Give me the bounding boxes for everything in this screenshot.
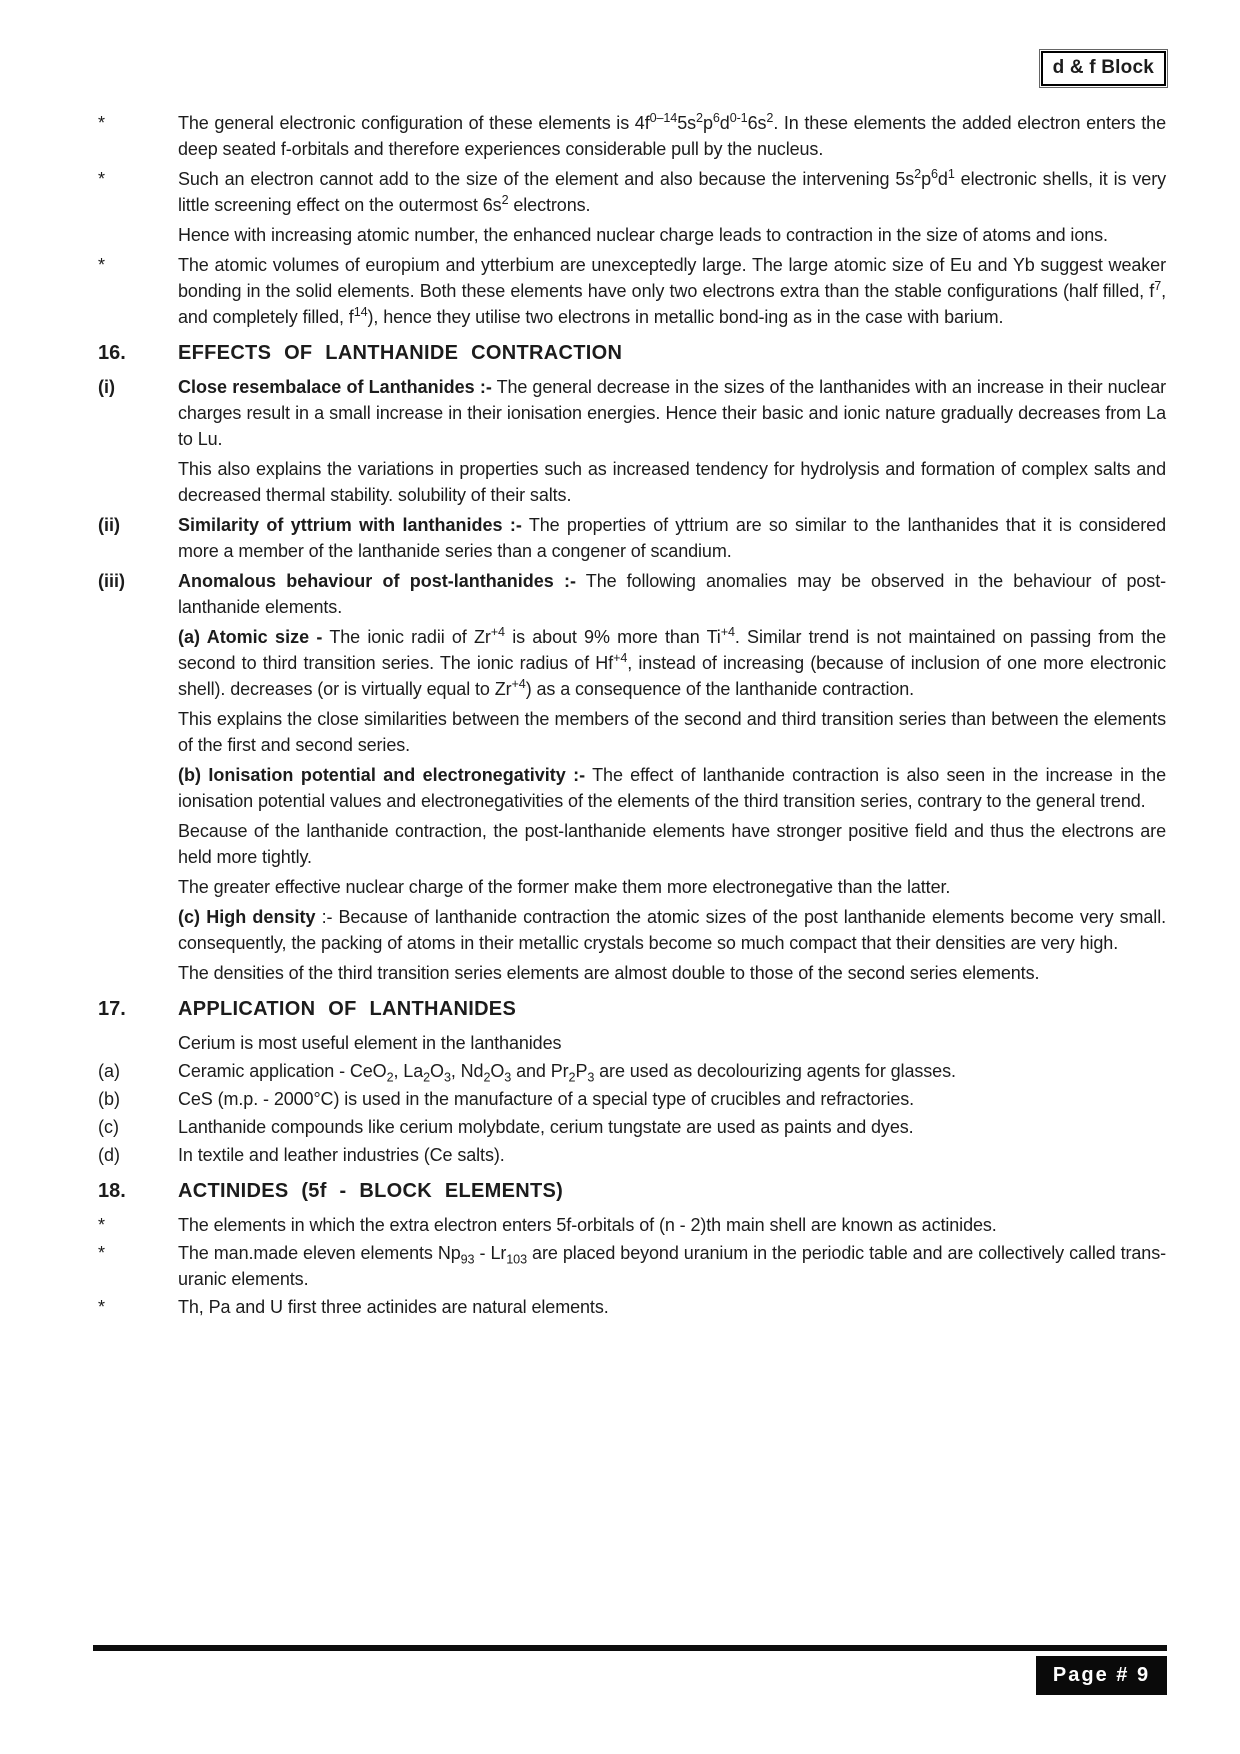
item-marker [98, 960, 178, 986]
item-marker: (b) [98, 1089, 120, 1109]
item-text: The densities of the third transition series elements are almost double to those of the second series elements. [178, 963, 1040, 983]
content-row [98, 818, 1166, 870]
item-marker: * [98, 1297, 106, 1317]
content-row [98, 995, 1166, 1023]
item-text: ACTINIDES (5f - BLOCK ELEMENTS) [178, 1180, 564, 1202]
item-marker: 18. [98, 1180, 126, 1202]
content-row [98, 568, 1166, 620]
content-row [98, 1086, 1166, 1112]
content-row [98, 624, 1166, 702]
item-text: Cerium is most useful element in the lanthanides [178, 1033, 562, 1053]
content-row [98, 904, 1166, 956]
item-marker: * [98, 1215, 106, 1235]
item-text: The atomic volumes of europium and ytterbium are unexceptedly large. The large atomic size of Eu and Yb suggest weaker bonding in the solid elements. Both these elements have only two electrons extra than the stable configurations (half filled, $f^7$, and completely filled, $f^{14}$), hence they utilise two electrons in metallic bond-ing as in the case with barium. [178, 255, 1166, 327]
item-text: CeS (m.p. - 2000°C) is used in the manufacture of a special type of crucibles and refractories. [178, 1089, 915, 1109]
header-badge [1041, 51, 1166, 86]
content-row [98, 110, 1166, 162]
item-text: This explains the close similarities between the members of the second and third transition series than between the elements of the first and second series. [178, 709, 1166, 755]
page-number-label: Page # 9 [1052, 1664, 1151, 1686]
content-row [98, 1058, 1166, 1084]
item-marker: 17. [98, 998, 126, 1020]
footer-rule [93, 1645, 1167, 1651]
header-badge-label: d & f Block [1052, 57, 1154, 78]
content-row [98, 706, 1166, 758]
item-marker: * [98, 1243, 106, 1263]
item-text: Th, Pa and U first three actinides are natural elements. [178, 1297, 609, 1317]
item-marker: * [98, 113, 106, 133]
item-text: (b) Ionisation potential and electronegativity :- The effect of lanthanide contraction is also seen in the increase in the ionisation potential values and electronegativities of the elements of the third transition series, contrary to the general trend. [178, 765, 1166, 811]
item-text: EFFECTS OF LANTHANIDE CONTRACTION [178, 342, 623, 364]
item-marker [98, 1030, 178, 1056]
item-text: Hence with increasing atomic number, the enhanced nuclear charge leads to contraction in the size of atoms and ions. [178, 225, 1108, 245]
item-text: (a) Atomic size - The ionic radii of $Zr^{+4}$ is about 9% more than $Ti^{+4}$. Similar trend is not maintained on passing from the second to third transition series. The ionic radius of $Hf^{+4}$, instead of increasing (because of inclusion of one more electronic shell). decreases (or is virtually equal to $Zr^{+4}$) as a consequence of the lanthanide contraction. [178, 625, 1167, 699]
item-marker: * [98, 255, 106, 275]
content-row [98, 1294, 1166, 1320]
content-row [98, 762, 1166, 814]
content-row [98, 456, 1166, 508]
content-row [98, 1030, 1166, 1056]
item-marker [98, 904, 178, 956]
item-marker: 16. [98, 342, 126, 364]
item-marker [98, 762, 178, 814]
item-text: Such an electron cannot add to the size of the element and also because the intervening $5s^2p^6d^1$ electronic shells, it is very little screening effect on the outermost $6s^2$ electrons. [178, 167, 1166, 215]
item-marker: * [98, 169, 106, 189]
item-text: Similarity of yttrium with lanthanides :- The properties of yttrium are so similar to the lanthanides that it is considered more a member of the lanthanide series than a congener of scandium. [178, 515, 1166, 561]
item-marker: (d) [98, 1145, 120, 1165]
content-row [98, 1114, 1166, 1140]
content-row [98, 1212, 1166, 1238]
content-row [98, 1240, 1166, 1292]
item-marker [98, 456, 178, 508]
item-text: The elements in which the extra electron enters 5f-orbitals of (n - 2)th main shell are known as actinides. [178, 1215, 997, 1235]
content-row [98, 874, 1166, 900]
item-text: (c) High density :- Because of lanthanide contraction the atomic sizes of the post lanthanide elements become very small. consequently, the packing of atoms in their metallic crystals become so much compact that their densities are very high. [178, 907, 1166, 953]
item-text: Ceramic application - CeO$_2$, $La_2O_3$, $Nd_2O_3$ and $Pr_2P_3$ are used as decolourizing agents for glasses. [178, 1061, 956, 1085]
item-text: Close resembalace of Lanthanides :- The general decrease in the sizes of the lanthanides with an increase in their nuclear charges result in a small increase in their ionisation energies. Hence their basic and ionic nature gradually decreases from La to Lu. [178, 377, 1167, 449]
content-row [98, 512, 1166, 564]
item-marker: (c) [98, 1117, 119, 1137]
item-marker: (a) [98, 1061, 120, 1081]
content-row [98, 166, 1166, 218]
content-row [98, 339, 1166, 367]
item-marker [98, 624, 178, 702]
item-marker: (i) [98, 377, 115, 397]
item-text: The man.made eleven elements $Np_{93} - Lr_{103}$ are placed beyond uranium in the periodic table and are collectively called trans-uranic elements. [178, 1243, 1166, 1289]
item-text: APPLICATION OF LANTHANIDES [178, 998, 517, 1020]
item-text: The greater effective nuclear charge of the former make them more electronegative than the latter. [178, 877, 951, 897]
content-row [98, 222, 1166, 248]
item-marker [98, 706, 178, 758]
content-row [98, 1142, 1166, 1168]
content-row [98, 960, 1166, 986]
item-marker: (ii) [98, 515, 120, 535]
item-text: In textile and leather industries (Ce salts). [178, 1145, 505, 1165]
item-marker [98, 874, 178, 900]
content-row [98, 374, 1166, 452]
item-text: The general electronic configuration of these elements is $4f^{0-14}5s^2p^6d^{0-1}6s^2$. In these elements the added electron enters the deep seated f-orbitals and therefore experiences considerable pull by the nucleus. [178, 111, 1166, 159]
page-number-badge [1036, 1656, 1167, 1695]
item-text: Lanthanide compounds like cerium molybdate, cerium tungstate are used as paints and dyes. [178, 1117, 914, 1137]
document-body [98, 110, 1166, 1322]
item-marker [98, 818, 178, 870]
item-text: This also explains the variations in properties such as increased tendency for hydrolysis and formation of complex salts and decreased thermal stability. solubility of their salts. [178, 459, 1166, 505]
item-marker [98, 222, 178, 248]
content-row [98, 1177, 1166, 1205]
item-text: Anomalous behaviour of post-lanthanides :- The following anomalies may be observed in the behaviour of post-lanthanide elements. [178, 571, 1167, 617]
content-row [98, 252, 1166, 330]
item-text: Because of the lanthanide contraction, the post-lanthanide elements have stronger positive field and thus the electrons are held more tightly. [178, 821, 1166, 867]
item-marker: (iii) [98, 571, 125, 591]
